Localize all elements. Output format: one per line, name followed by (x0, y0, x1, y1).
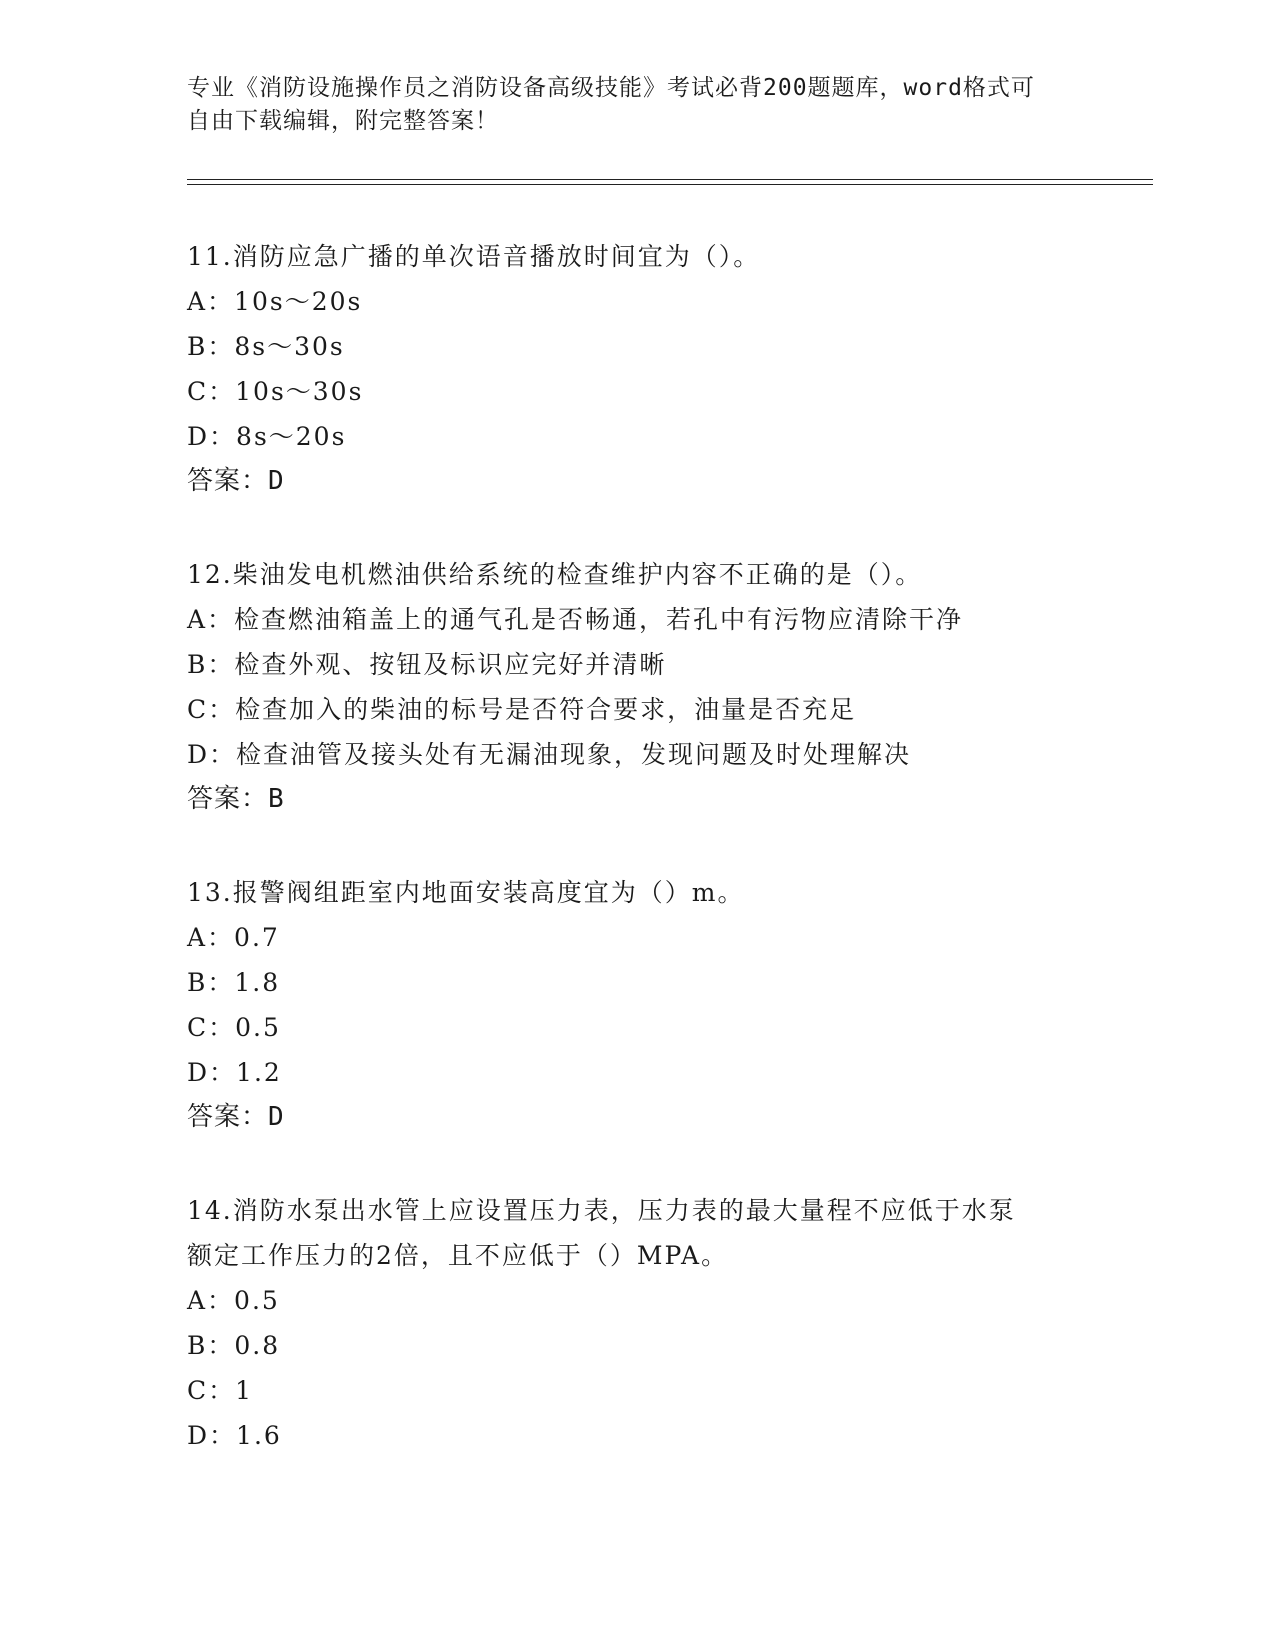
answer: 答案：D (187, 466, 285, 496)
option-c: C：1 (187, 1376, 254, 1405)
question-stem-line-2: 额定工作压力的2倍，且不应低于（）MPA。 (187, 1241, 729, 1270)
answer: 答案：D (187, 1102, 285, 1132)
header-divider-bottom (187, 184, 1153, 185)
question-stem: 12.柴油发电机燃油供给系统的检查维护内容不正确的是（）。 (187, 560, 923, 589)
header-divider-top (187, 179, 1153, 180)
option-d: D：检查油管及接头处有无漏油现象，发现问题及时处理解决 (187, 740, 912, 769)
option-c: C：0.5 (187, 1013, 281, 1042)
option-a: A：检查燃油箱盖上的通气孔是否畅通，若孔中有污物应清除干净 (187, 605, 964, 634)
option-d: D：1.2 (187, 1058, 282, 1087)
header-line-2: 自由下载编辑，附完整答案！ (187, 108, 499, 134)
question-stem: 13.报警阀组距室内地面安装高度宜为（）m。 (187, 878, 745, 907)
question-12 (187, 552, 1087, 822)
option-c: C：10s～30s (187, 377, 364, 406)
option-b: B：检查外观、按钮及标识应完好并清晰 (187, 650, 667, 679)
question-stem-line-1: 14.消防水泵出水管上应设置压力表，压力表的最大量程不应低于水泵 (187, 1196, 1016, 1225)
option-d: D：8s～20s (187, 422, 347, 451)
option-d: D：1.6 (187, 1421, 282, 1450)
question-13 (187, 870, 1087, 1140)
option-a: A：0.5 (187, 1286, 280, 1315)
question-11 (187, 234, 1087, 504)
option-a: A：0.7 (187, 923, 280, 952)
option-a: A：10s～20s (187, 287, 363, 316)
question-14 (187, 1188, 1087, 1458)
option-b: B：0.8 (187, 1331, 281, 1360)
option-c: C：检查加入的柴油的标号是否符合要求，油量是否充足 (187, 695, 857, 724)
header-line-1: 专业《消防设施操作员之消防设备高级技能》考试必背200题题库，word格式可 (187, 75, 1035, 101)
document-header (187, 72, 1067, 138)
option-b: B：1.8 (187, 968, 281, 997)
option-b: B：8s～30s (187, 332, 345, 361)
answer: 答案：B (187, 784, 285, 814)
question-stem: 11.消防应急广播的单次语音播放时间宜为（）。 (187, 242, 761, 271)
